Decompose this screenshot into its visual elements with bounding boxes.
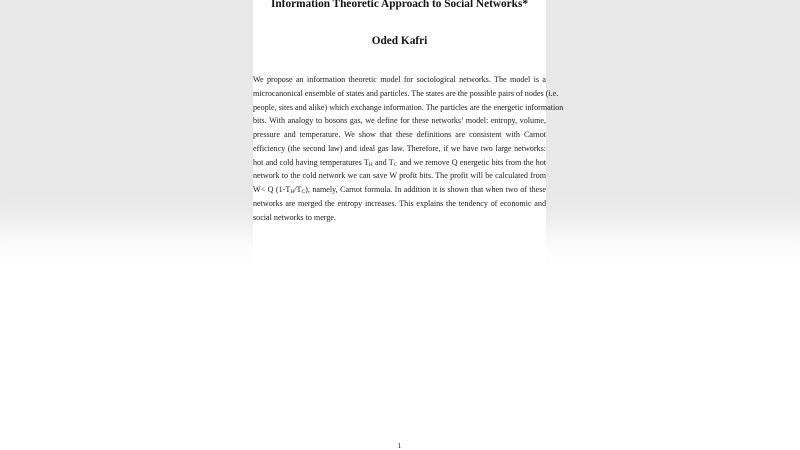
abstract-line: pressure and temperature. We show that these definitions are consistent with Carnot bbox=[253, 130, 546, 139]
subscript-c: C bbox=[301, 189, 306, 195]
abstract-line bbox=[253, 156, 546, 170]
paper-title: Information Theoretic Approach to Social Networks* bbox=[271, 0, 528, 10]
line-text: ), namely, Carnot formula. In addition it is shown that when two of these bbox=[305, 185, 547, 194]
document-page bbox=[253, 0, 564, 450]
abstract-line: network to the cold network we can save W profit bits. The profit will be calculated from bbox=[253, 171, 546, 181]
abstract-line bbox=[253, 183, 546, 197]
line-text: W< Q (1-T bbox=[253, 185, 291, 194]
line-text: hot and cold having temperatures T bbox=[253, 157, 369, 167]
subscript-c: C bbox=[393, 161, 398, 168]
line-text: /T bbox=[294, 185, 302, 194]
abstract-line: We propose an information theoretic model for sociological networks. The model is a bbox=[253, 75, 546, 84]
abstract-line: social networks to merge. bbox=[253, 212, 337, 222]
abstract bbox=[253, 73, 564, 224]
abstract-line: efficiency (the second law) and ideal gas law. Therefore, if we have two large networks: bbox=[253, 143, 546, 153]
line-text: and T bbox=[372, 157, 394, 167]
subscript-h: H bbox=[290, 189, 295, 195]
line-text: and we remove Q energetic bits from the hot bbox=[397, 157, 546, 167]
abstract-line: people, sites and alike) which exchange information. The particles are the energetic information bbox=[253, 102, 564, 112]
abstract-line: networks are merged the entropy increases. This explains the tendency of economic and bbox=[253, 198, 546, 208]
page-number: 1 bbox=[397, 441, 402, 450]
abstract-line: bits. With analogy to bosons gas, we define for these networks’ model: entropy, volume, bbox=[253, 116, 546, 126]
paper-author: Oded Kafri bbox=[371, 35, 428, 47]
abstract-line: microcanonical ensemble of states and particles. The states are the possible pairs of nodes (i.e. bbox=[253, 88, 559, 98]
subscript-h: H bbox=[368, 161, 373, 168]
